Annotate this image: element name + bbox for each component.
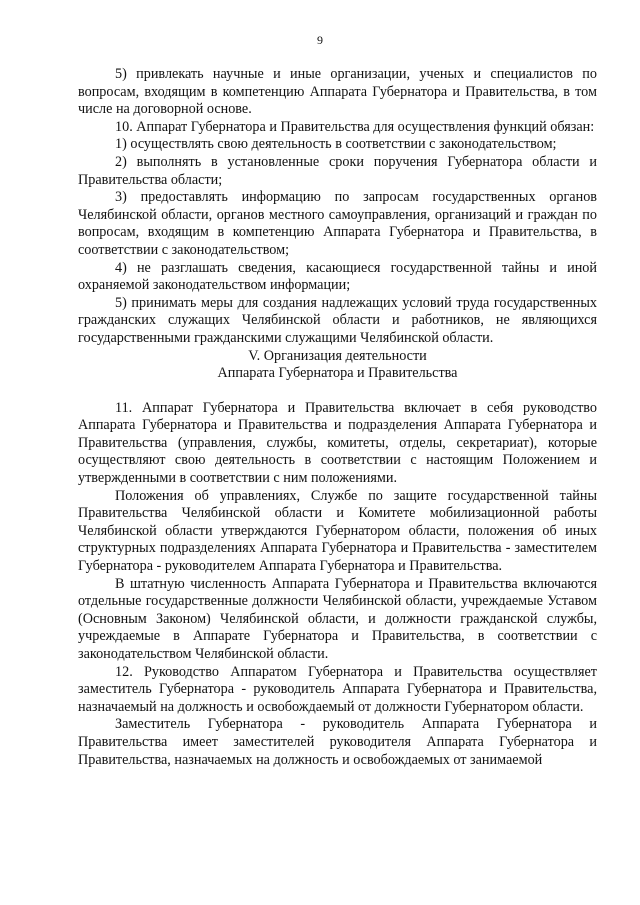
heading-spacer: [78, 383, 597, 400]
paragraph-10-duties: 10. Аппарат Губернатора и Правительства для осуществления функций обязан:: [115, 118, 595, 135]
page-number: 9: [317, 33, 323, 47]
document-body: [78, 66, 597, 769]
paragraph-duty-3: 3) предоставлять информацию по запросам государственных органов Челябинской области, органов местного самоуправления, организаций и граждан по вопросам, входящим в компетенцию Аппарата Губернатора и Правительства, в соответствии с законодательством;: [78, 189, 597, 258]
paragraph-duty-5: 5) принимать меры для создания надлежащих условий труда государственных гражданских служащих Челябинской области и работников, не являющихся государственными гражданскими служащими Челябинской области.: [78, 294, 597, 346]
section-heading-line-2: Аппарата Губернатора и Правительства: [217, 365, 458, 382]
paragraph-11-structure: 11. Аппарат Губернатора и Правительства включает в себя руководство Аппарата Губернатора и Правительства и подразделения Аппарата Губернатора и Правительства (управления, службы, комитеты, отделы, секретариат), которые осуществляют свою деятельность в соответствии с настоящим Положением и утвержденными в соответствии с ним положениями.: [78, 399, 597, 487]
paragraph-item-5-attract-organizations: 5) привлекать научные и иные организации, ученых и специалистов по вопросам, входящим в компетенцию Аппарата Губернатора и Правительства, в том числе на договорной основе.: [78, 66, 597, 118]
paragraph-staff-positions: В штатную численность Аппарата Губернатора и Правительства включаются отдельные государственные должности Челябинской области, учреждаемые Уставом (Основным Законом) Челябинской области, и должности гражданской службы, учреждаемые в Аппарате Губернатора и Правительства, в соответствии с законодательством Челябинской области.: [78, 575, 597, 662]
section-heading-line-1: V. Организация деятельности: [248, 347, 427, 364]
paragraph-12-management: 12. Руководство Аппаратом Губернатора и Правительства осуществляет заместитель Губернатора - руководитель Аппарата Губернатора и Правительства, назначаемый на должность и освобождаемый от должности Губернатором области.: [78, 663, 597, 715]
paragraph-deputies: Заместитель Губернатора - руководитель Аппарата Губернатора и Правительства имеет заместителей руководителя Аппарата Губернатора и Правительства, назначаемых на должность и освобождаемых от занимаемой: [78, 716, 597, 768]
paragraph-duty-1: 1) осуществлять свою деятельность в соответствии с законодательством;: [115, 136, 557, 153]
paragraph-duty-4: 4) не разглашать сведения, касающиеся государственной тайны и иной охраняемой законодательством информации;: [78, 259, 597, 294]
paragraph-duty-2: 2) выполнять в установленные сроки поручения Губернатора области и Правительства области;: [78, 153, 597, 188]
paragraph-subdivision-regulations: Положения об управлениях, Службе по защите государственной тайны Правительства Челябинской области и Комитете мобилизационной работы Челябинской области утверждаются Губернатором области, положения об иных структурных подразделениях Аппарата Губернатора и Правительства - заместителем Губернатора - руководителем Аппарата Губернатора и Правительства.: [78, 487, 597, 575]
